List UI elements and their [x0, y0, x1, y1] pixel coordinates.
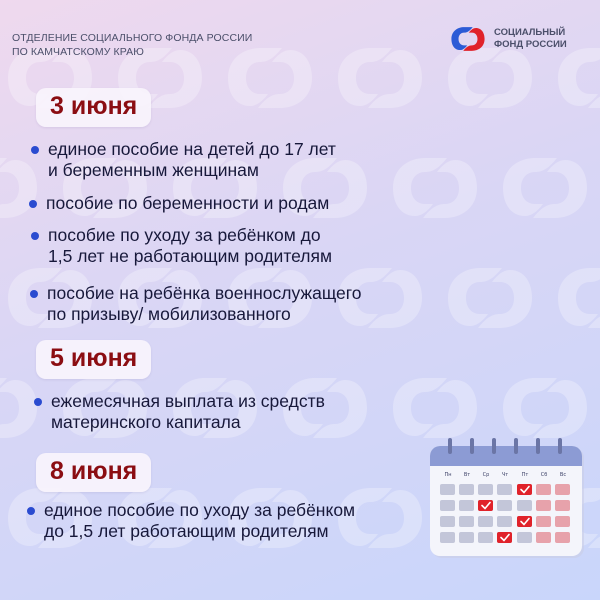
bullet-icon — [29, 200, 37, 208]
list-item — [46, 193, 329, 214]
calendar-day-cell — [459, 532, 474, 543]
sfr-logo-text-line1: СОЦИАЛЬНЫЙ — [494, 27, 566, 38]
bullet-icon — [31, 146, 39, 154]
calendar-day-cell — [497, 516, 512, 527]
calendar-day-cell — [536, 500, 551, 511]
calendar-weekday: Ср — [482, 472, 490, 478]
sfr-logo-text-line2: ФОНД РОССИИ — [494, 39, 567, 50]
organization-name-line2: ПО КАМЧАТСКОМУ КРАЮ — [12, 46, 144, 58]
organization-name — [12, 31, 252, 59]
sfr-logo — [448, 24, 567, 54]
calendar-day-cell — [440, 484, 455, 495]
calendar-weekday: Пн — [444, 472, 452, 478]
list-item-text: единое пособие на детей до 17 лет и беременным женщинам — [48, 139, 336, 180]
calendar-day-cell — [536, 532, 551, 543]
calendar-day-cell — [497, 500, 512, 511]
calendar-marked-day — [497, 532, 512, 543]
calendar-day-cell — [459, 500, 474, 511]
calendar-weekday: Чт — [501, 472, 509, 478]
calendar-day-cell — [497, 484, 512, 495]
calendar-day-cell — [478, 516, 493, 527]
list-item — [47, 283, 362, 325]
calendar-weekday: Пт — [521, 472, 529, 478]
calendar-day-cell — [478, 532, 493, 543]
sfr-logo-icon — [448, 24, 488, 54]
calendar-day-cell — [440, 532, 455, 543]
calendar-day-cell — [555, 532, 570, 543]
calendar-day-cell — [459, 516, 474, 527]
calendar-weekday: Вс — [559, 472, 567, 478]
organization-name-line1: ОТДЕЛЕНИЕ СОЦИАЛЬНОГО ФОНДА РОССИИ — [12, 32, 253, 44]
calendar-icon — [426, 438, 588, 560]
calendar-day-cell — [555, 484, 570, 495]
list-item-text: пособие по уходу за ребёнком до 1,5 лет не работающим родителям — [48, 225, 333, 266]
bullet-icon — [30, 290, 38, 298]
list-item — [48, 225, 332, 267]
calendar-marked-day — [478, 500, 493, 511]
calendar-day-cell — [555, 516, 570, 527]
calendar-marked-day — [517, 516, 532, 527]
calendar-day-cell — [517, 500, 532, 511]
calendar-day-cell — [536, 516, 551, 527]
calendar-day-cell — [555, 500, 570, 511]
list-item-text: пособие по беременности и родам — [46, 193, 330, 213]
calendar-day-cell — [536, 484, 551, 495]
list-item-text: ежемесячная выплата из средств материнского капитала — [51, 391, 325, 432]
list-item — [44, 500, 355, 542]
calendar-marked-day — [517, 484, 532, 495]
sfr-logo-text — [494, 27, 567, 51]
calendar-day-cell — [517, 532, 532, 543]
list-item — [51, 391, 325, 433]
list-item-text: единое пособие по уходу за ребёнком до 1,5 лет работающим родителям — [44, 500, 356, 541]
bullet-icon — [34, 398, 42, 406]
date-badge-june-3: 3 июня — [36, 88, 151, 127]
date-badge-june-8: 8 июня — [36, 453, 151, 492]
list-item — [48, 139, 336, 181]
calendar-weekday: Вт — [463, 472, 471, 478]
calendar-day-cell — [440, 516, 455, 527]
calendar-day-cell — [478, 484, 493, 495]
list-item-text: пособие на ребёнка военнослужащего по призыву/ мобилизованного — [47, 283, 362, 324]
calendar-weekday: Сб — [540, 472, 548, 478]
calendar-day-cell — [459, 484, 474, 495]
bullet-icon — [27, 507, 35, 515]
date-badge-june-5: 5 июня — [36, 340, 151, 379]
bullet-icon — [31, 232, 39, 240]
calendar-day-cell — [440, 500, 455, 511]
